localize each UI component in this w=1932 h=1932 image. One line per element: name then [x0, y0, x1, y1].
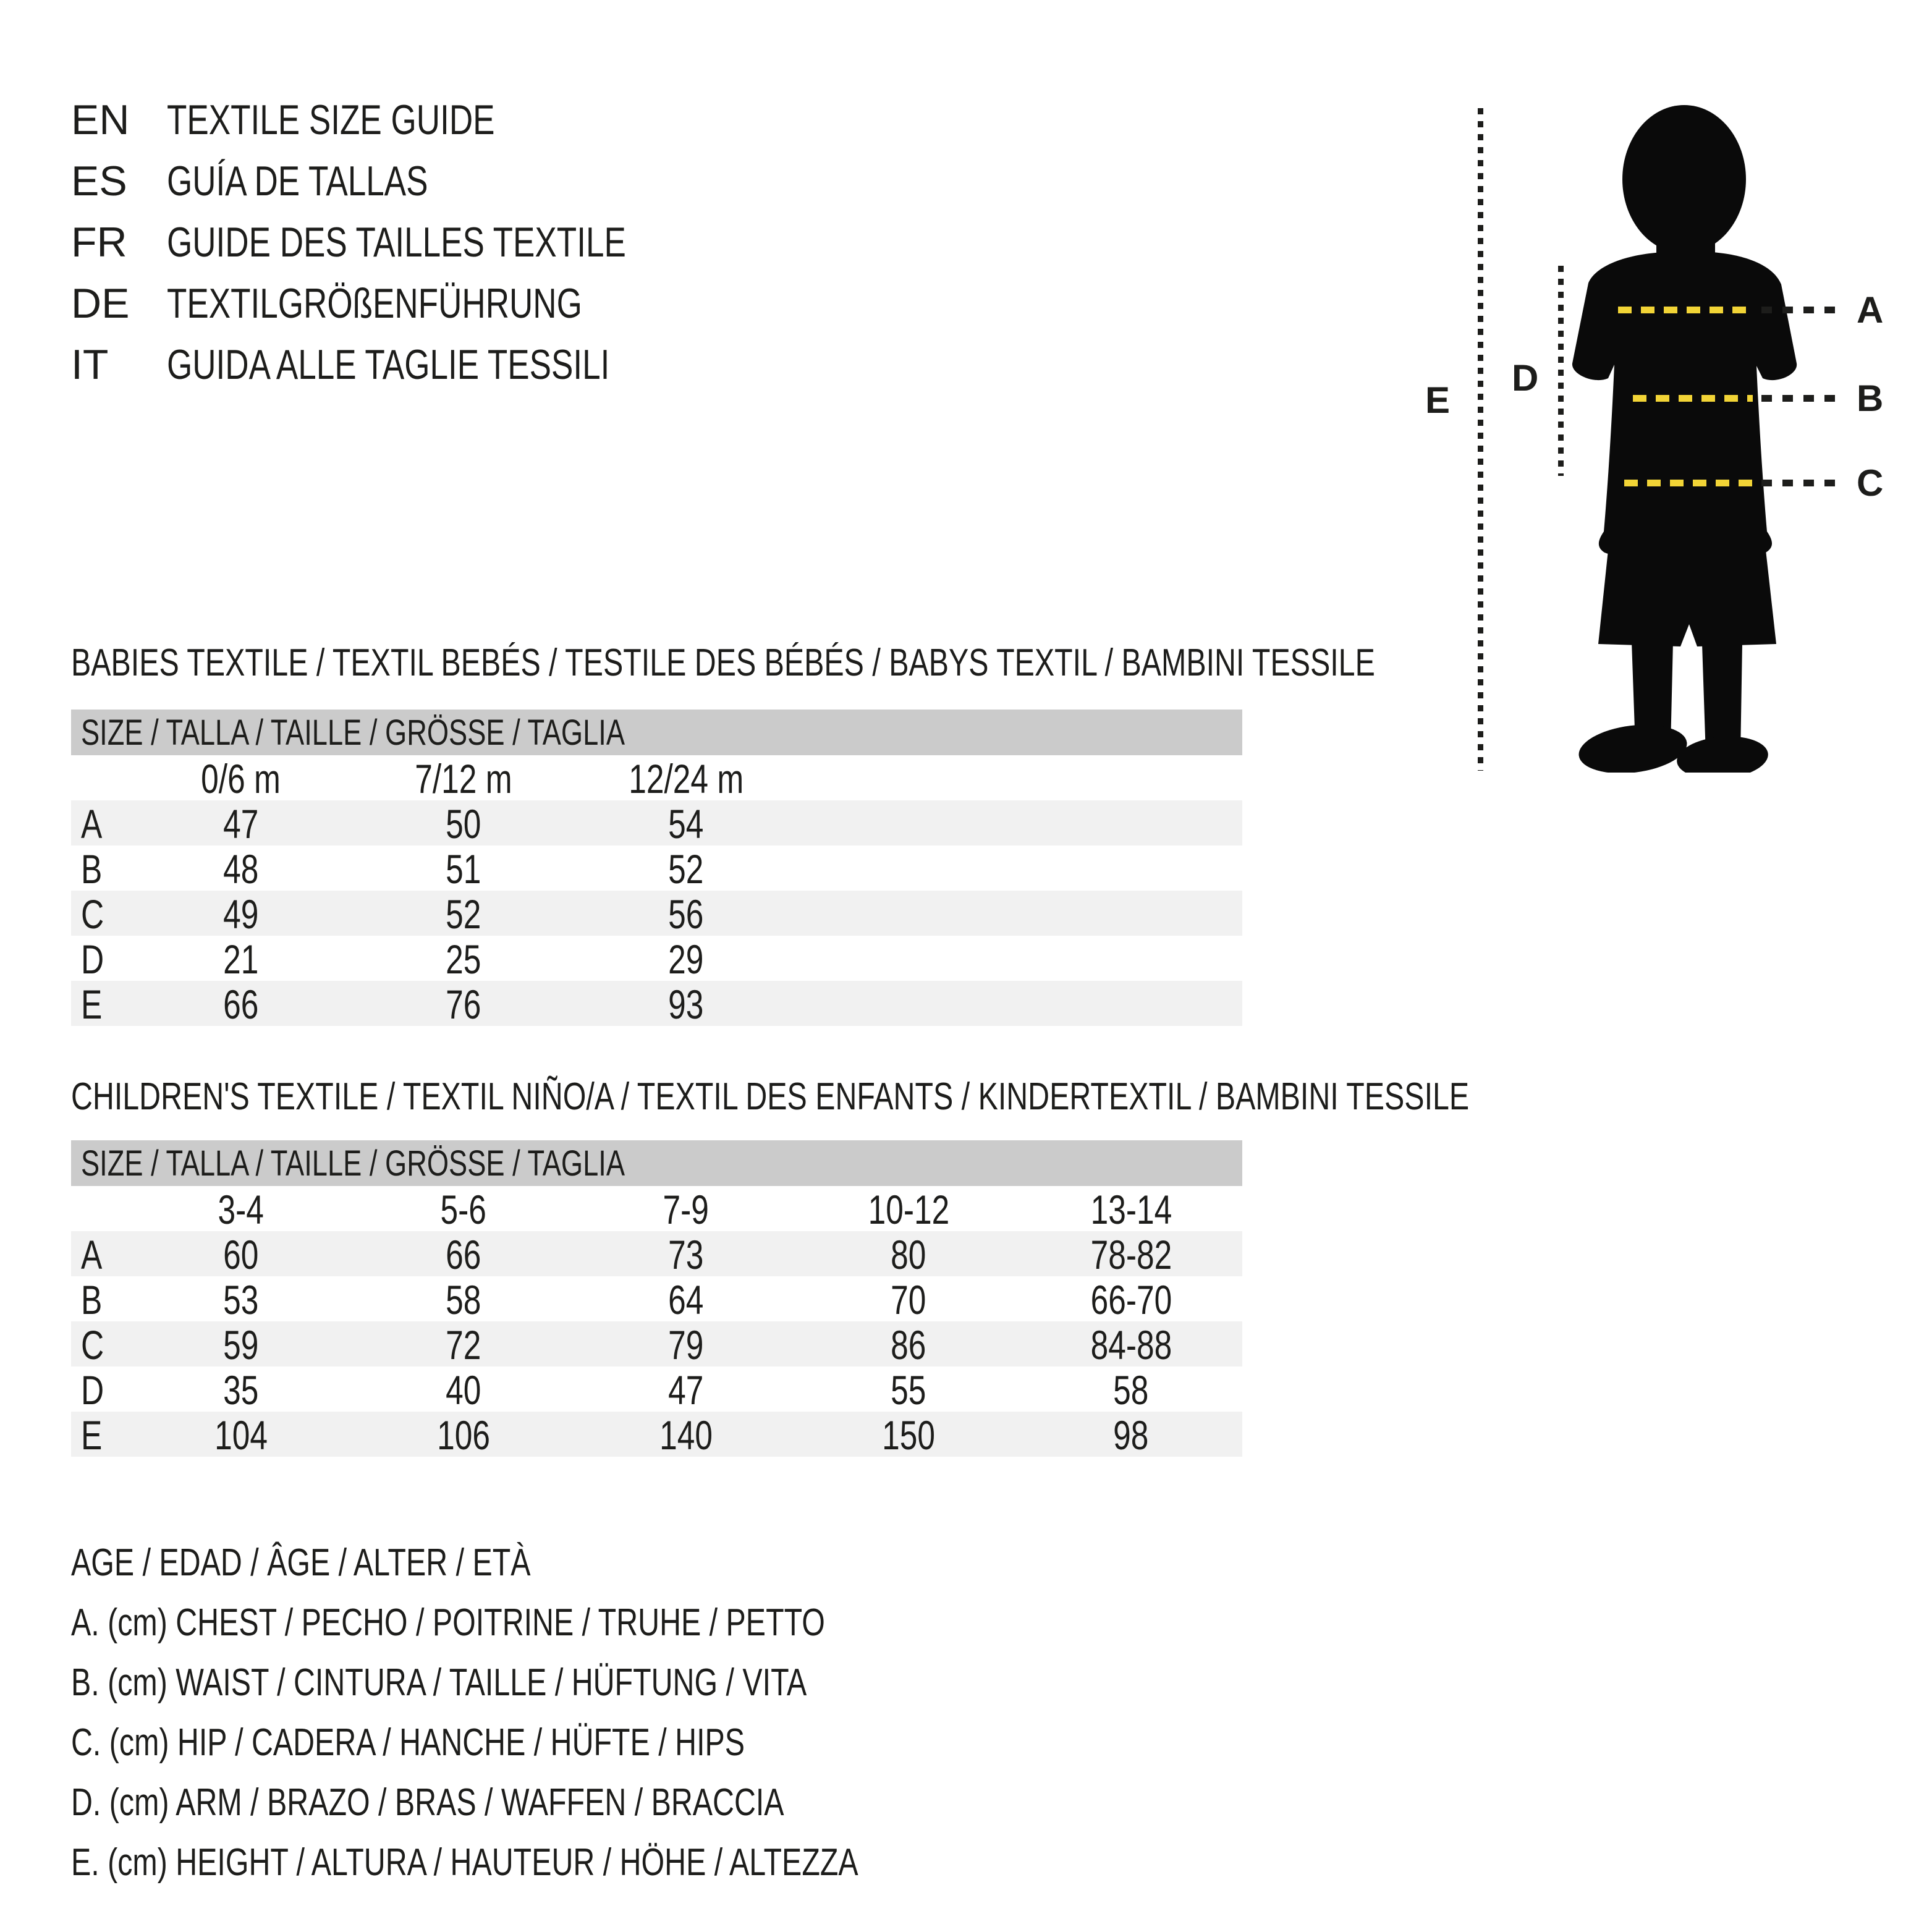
value-cell: 73	[668, 1232, 704, 1277]
value-cell: 140	[659, 1412, 713, 1458]
language-title: TEXTILE SIZE GUIDE	[167, 96, 495, 143]
value-cell: 66	[223, 981, 259, 1027]
value-cell: 54	[668, 801, 704, 847]
value-cell: 86	[891, 1322, 926, 1368]
row-label: B	[81, 846, 103, 892]
value-cell: 48	[223, 846, 259, 892]
value-cell: 60	[223, 1232, 259, 1277]
measurement-legend	[71, 1533, 1080, 1892]
language-row-it	[71, 334, 755, 396]
value-cell: 78-82	[1090, 1232, 1172, 1277]
value-cell: 51	[446, 846, 481, 892]
value-cell: 104	[214, 1412, 268, 1458]
row-label: D	[81, 936, 104, 982]
table-row-b	[71, 845, 1242, 891]
arm-measure-dotted-line-d	[1558, 266, 1564, 476]
value-cell: 66	[446, 1232, 481, 1277]
children-heading-text: CHILDREN'S TEXTILE / TEXTIL NIÑO/A / TEXTIL DES ENFANTS / KINDERTEXTIL / BAMBINI TESSILE	[71, 1075, 1470, 1118]
table-row-a	[71, 1231, 1242, 1276]
babies-column-header-row	[71, 755, 1242, 800]
waist-measure-dash-yellow	[1633, 395, 1753, 402]
value-cell: 150	[882, 1412, 935, 1458]
legend-line-age: AGE / EDAD / ÂGE / ALTER / ETÀ	[71, 1541, 531, 1584]
language-code: EN	[71, 96, 130, 143]
value-cell: 98	[1113, 1412, 1149, 1458]
value-cell: 21	[223, 936, 259, 982]
measure-label-b: B	[1857, 378, 1884, 419]
chest-measure-dash-yellow	[1618, 307, 1753, 313]
table-row-c	[71, 1321, 1242, 1366]
value-cell: 70	[891, 1277, 926, 1323]
value-cell: 40	[446, 1367, 481, 1413]
value-cell: 59	[223, 1322, 259, 1368]
column-header: 3-4	[218, 1187, 265, 1232]
language-title-list	[71, 90, 755, 396]
legend-line-hip: C. (cm) HIP / CADERA / HANCHE / HÜFTE / HIPS	[71, 1721, 745, 1764]
language-title: GUIDE DES TAILLES TEXTILE	[167, 219, 626, 266]
row-label: B	[81, 1277, 103, 1323]
measure-label-e: E	[1425, 379, 1451, 421]
value-cell: 84-88	[1090, 1322, 1172, 1368]
babies-section-heading	[71, 642, 1743, 685]
value-cell: 29	[668, 936, 704, 982]
column-header: 12/24 m	[628, 756, 744, 802]
table-row-e	[71, 1412, 1242, 1457]
row-label: E	[81, 1412, 103, 1458]
children-column-header-row	[71, 1186, 1242, 1231]
language-code: DE	[71, 280, 130, 327]
column-header: 10-12	[868, 1187, 949, 1232]
value-cell: 76	[446, 981, 481, 1027]
table-row-d	[71, 1366, 1242, 1412]
table-row-a	[71, 800, 1242, 845]
value-cell: 55	[891, 1367, 926, 1413]
value-cell: 25	[446, 936, 481, 982]
measure-label-c: C	[1857, 462, 1884, 504]
size-header-bar	[71, 1140, 1242, 1186]
value-cell: 72	[446, 1322, 481, 1368]
language-title: TEXTILGRÖßENFÜHRUNG	[167, 280, 582, 327]
value-cell: 58	[446, 1277, 481, 1323]
column-header: 5-6	[440, 1187, 487, 1232]
column-header: 7-9	[663, 1187, 710, 1232]
column-header: 13-14	[1090, 1187, 1172, 1232]
value-cell: 52	[668, 846, 704, 892]
row-label: A	[81, 1232, 103, 1277]
size-header-bar	[71, 710, 1242, 755]
language-row-de	[71, 273, 755, 334]
value-cell: 93	[668, 981, 704, 1027]
hip-measure-dash-yellow	[1624, 480, 1758, 486]
value-cell: 49	[223, 891, 259, 937]
children-section-heading	[71, 1075, 1863, 1119]
measure-label-d: D	[1512, 357, 1539, 399]
table-row-b	[71, 1276, 1242, 1321]
legend-line-height: E. (cm) HEIGHT / ALTURA / HAUTEUR / HÖHE / ALTEZZA	[71, 1841, 858, 1884]
language-title: GUÍA DE TALLAS	[167, 158, 428, 205]
chest-measure-dash-black	[1761, 307, 1841, 313]
language-row-es	[71, 151, 755, 212]
row-label: D	[81, 1367, 104, 1413]
table-row-c	[71, 891, 1242, 936]
row-label: A	[81, 801, 103, 847]
hip-measure-dash-black	[1761, 480, 1841, 486]
table-row-e	[71, 981, 1242, 1026]
row-label: C	[81, 891, 104, 937]
babies-heading-text: BABIES TEXTILE / TEXTIL BEBÉS / TESTILE DES BÉBÉS / BABYS TEXTIL / BAMBINI TESSILE	[71, 642, 1375, 684]
language-code: IT	[71, 341, 109, 388]
value-cell: 58	[1113, 1367, 1149, 1413]
language-code: FR	[71, 219, 127, 266]
value-cell: 47	[223, 801, 259, 847]
babies-size-table	[71, 710, 1242, 1026]
row-label: E	[81, 981, 103, 1027]
column-header: 0/6 m	[201, 756, 281, 802]
value-cell: 50	[446, 801, 481, 847]
size-header-text: SIZE / TALLA / TAILLE / GRÖSSE / TAGLIA	[81, 712, 625, 753]
value-cell: 35	[223, 1367, 259, 1413]
waist-measure-dash-black	[1761, 395, 1841, 402]
language-title: GUIDA ALLE TAGLIE TESSILI	[167, 341, 610, 388]
table-row-d	[71, 936, 1242, 981]
value-cell: 53	[223, 1277, 259, 1323]
measure-label-a: A	[1857, 289, 1884, 331]
value-cell: 80	[891, 1232, 926, 1277]
language-code: ES	[71, 158, 127, 205]
value-cell: 47	[668, 1367, 704, 1413]
value-cell: 79	[668, 1322, 704, 1368]
value-cell: 64	[668, 1277, 704, 1323]
language-row-fr	[71, 212, 755, 273]
language-row-en	[71, 90, 755, 151]
legend-line-chest: A. (cm) CHEST / PECHO / POITRINE / TRUHE / PETTO	[71, 1601, 825, 1644]
legend-line-waist: B. (cm) WAIST / CINTURA / TAILLE / HÜFTUNG / VITA	[71, 1661, 807, 1704]
size-header-text: SIZE / TALLA / TAILLE / GRÖSSE / TAGLIA	[81, 1143, 625, 1184]
column-header: 7/12 m	[415, 756, 512, 802]
row-label: C	[81, 1322, 104, 1368]
children-size-table	[71, 1140, 1242, 1457]
value-cell: 106	[437, 1412, 490, 1458]
legend-line-arm: D. (cm) ARM / BRAZO / BRAS / WAFFEN / BRACCIA	[71, 1781, 784, 1824]
value-cell: 56	[668, 891, 704, 937]
value-cell: 52	[446, 891, 481, 937]
value-cell: 66-70	[1090, 1277, 1172, 1323]
